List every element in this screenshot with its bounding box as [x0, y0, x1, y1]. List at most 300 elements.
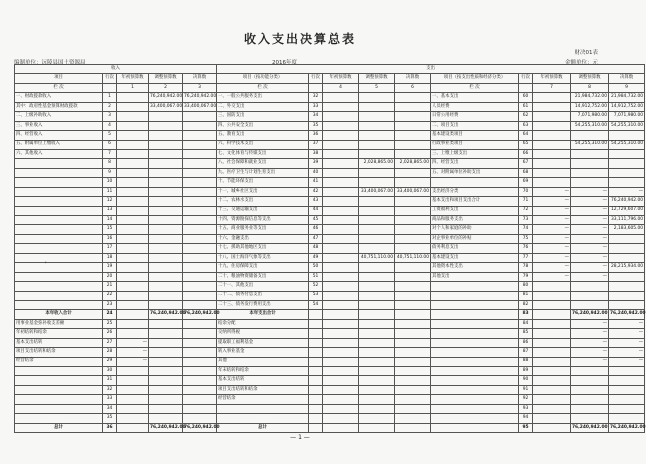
- table-cell: 二、外交支出: [217, 102, 309, 111]
- table-cell: [571, 376, 609, 385]
- table-cell: [15, 244, 103, 253]
- table-cell: [117, 234, 149, 243]
- table-cell: [533, 423, 571, 432]
- table-cell: [609, 272, 645, 281]
- table-cell: 13: [103, 206, 117, 215]
- table-cell: [533, 121, 571, 130]
- table-cell: 总计: [15, 423, 103, 432]
- table-row: [15, 140, 645, 149]
- table-cell: [395, 131, 431, 140]
- table-cell: 76,240,942.00: [183, 423, 217, 432]
- table-cell: [359, 140, 395, 149]
- table-cell: 2: [149, 83, 183, 92]
- table-cell: 2,183,605.00: [609, 225, 645, 234]
- table-cell: [15, 385, 103, 394]
- table-cell: [183, 197, 217, 206]
- table-cell: [359, 319, 395, 328]
- table-cell: [15, 291, 103, 300]
- table-cell: [395, 291, 431, 300]
- table-cell: 64: [519, 131, 533, 140]
- table-cell: 21: [103, 282, 117, 291]
- table-row: [15, 244, 645, 253]
- table-cell: [183, 206, 217, 215]
- table-cell: [183, 187, 217, 196]
- table-cell: 45: [309, 216, 323, 225]
- table-cell: [359, 216, 395, 225]
- table-cell: 71: [519, 197, 533, 206]
- table-cell: [533, 395, 571, 404]
- table-cell: [395, 385, 431, 394]
- table-row: [15, 121, 645, 130]
- table-cell: [533, 168, 571, 177]
- table-cell: [395, 376, 431, 385]
- table-row: [15, 376, 645, 385]
- table-cell: [359, 310, 395, 319]
- section-header-row: [15, 65, 645, 74]
- table-cell: 年末结转和结余: [217, 367, 309, 376]
- table-cell: [117, 414, 149, 423]
- table-cell: 50: [309, 263, 323, 272]
- table-cell: [359, 338, 395, 347]
- table-cell: [183, 395, 217, 404]
- table-cell: 33: [103, 395, 117, 404]
- table-cell: 8: [571, 83, 609, 92]
- table-cell: 20: [103, 272, 117, 281]
- table-cell: 行次: [309, 74, 323, 83]
- table-cell: [609, 234, 645, 243]
- table-cell: [149, 234, 183, 243]
- table-cell: [395, 329, 431, 338]
- table-cell: [359, 93, 395, 102]
- table-row: [15, 197, 645, 206]
- table-cell: [149, 187, 183, 196]
- table-cell: [15, 234, 103, 243]
- table-cell: [15, 263, 103, 272]
- table-cell: [395, 357, 431, 366]
- table-cell: 14,912,752.00: [609, 102, 645, 111]
- table-cell: [395, 395, 431, 404]
- table-row: [15, 159, 645, 168]
- table-cell: [15, 282, 103, 291]
- table-cell: 对个人和家庭的补助: [431, 225, 519, 234]
- table-cell: —: [571, 319, 609, 328]
- table-cell: 16: [103, 234, 117, 243]
- table-cell: [359, 197, 395, 206]
- table-cell: [323, 187, 359, 196]
- table-cell: 85: [519, 329, 533, 338]
- table-cell: [117, 404, 149, 413]
- table-cell: 54,255,310.00: [609, 140, 645, 149]
- table-cell: —: [533, 197, 571, 206]
- table-row: [15, 395, 645, 404]
- table-cell: [431, 338, 519, 347]
- table-cell: 调整预算数: [149, 74, 183, 83]
- table-cell: [359, 263, 395, 272]
- table-cell: 调整预算数: [571, 74, 609, 83]
- table-cell: —: [117, 338, 149, 347]
- table-cell: [395, 102, 431, 111]
- table-cell: [609, 300, 645, 309]
- table-cell: —: [571, 272, 609, 281]
- table-cell: 54,255,310.00: [571, 121, 609, 130]
- table-cell: 87: [519, 348, 533, 357]
- table-cell: [609, 131, 645, 140]
- table-cell: [15, 178, 103, 187]
- table-cell: 31: [103, 376, 117, 385]
- table-cell: 89: [519, 367, 533, 376]
- table-cell: 基本建设类项目: [431, 131, 519, 140]
- table-cell: —: [533, 244, 571, 253]
- table-cell: 2,028,865.00: [395, 159, 431, 168]
- table-cell: [149, 244, 183, 253]
- table-cell: 经营结余: [217, 395, 309, 404]
- table-cell: [431, 348, 519, 357]
- table-cell: 7: [103, 149, 117, 158]
- table-cell: 其中：政府性基金预算财政拨款: [15, 102, 103, 111]
- table-cell: 转入事业基金: [217, 348, 309, 357]
- table-cell: [323, 102, 359, 111]
- table-cell: 行政事业类项目: [431, 140, 519, 149]
- table-cell: [533, 93, 571, 102]
- table-cell: [431, 178, 519, 187]
- table-cell: [571, 385, 609, 394]
- table-cell: [323, 93, 359, 102]
- table-cell: [359, 367, 395, 376]
- table-row: [15, 367, 645, 376]
- table-cell: [117, 329, 149, 338]
- table-row: [15, 168, 645, 177]
- table-cell: [183, 263, 217, 272]
- table-cell: 40,751,110.00: [395, 253, 431, 262]
- table-cell: [431, 376, 519, 385]
- table-cell: [609, 395, 645, 404]
- report-year: 2016年度: [272, 60, 297, 66]
- table-cell: [15, 272, 103, 281]
- table-cell: [395, 319, 431, 328]
- table-cell: [359, 244, 395, 253]
- table-cell: [149, 329, 183, 338]
- table-cell: 经营结余: [15, 357, 103, 366]
- table-cell: [183, 300, 217, 309]
- table-cell: 88: [519, 357, 533, 366]
- table-cell: [395, 149, 431, 158]
- table-cell: [309, 376, 323, 385]
- table-cell: [431, 319, 519, 328]
- table-cell: [323, 140, 359, 149]
- table-cell: [117, 310, 149, 319]
- table-cell: [323, 414, 359, 423]
- table-cell: [431, 395, 519, 404]
- table-cell: 一、基本支出: [431, 93, 519, 102]
- table-cell: 66: [519, 149, 533, 158]
- table-cell: [533, 376, 571, 385]
- table-cell: 债务利息支出: [431, 244, 519, 253]
- table-cell: [309, 329, 323, 338]
- table-cell: [15, 216, 103, 225]
- table-cell: 22: [103, 291, 117, 300]
- table-cell: 76,240,942.00: [571, 423, 609, 432]
- table-cell: [323, 225, 359, 234]
- table-cell: [533, 102, 571, 111]
- table-row: [15, 291, 645, 300]
- table-cell: 十五、商业服务业等支出: [217, 225, 309, 234]
- table-cell: [15, 395, 103, 404]
- table-cell: —: [609, 348, 645, 357]
- table-cell: 35: [309, 121, 323, 130]
- table-cell: 项目支出结转和结余: [15, 348, 103, 357]
- table-cell: 76,240,942.00: [183, 310, 217, 319]
- table-cell: 6: [103, 140, 117, 149]
- table-cell: [395, 140, 431, 149]
- table-cell: 其他支出: [431, 272, 519, 281]
- table-cell: [183, 319, 217, 328]
- table-cell: —: [571, 263, 609, 272]
- table-cell: [117, 187, 149, 196]
- table-cell: 77: [519, 253, 533, 262]
- table-cell: 10: [103, 178, 117, 187]
- table-cell: 40,751,110.00: [359, 253, 395, 262]
- table-cell: 二十、粮油物资储备支出: [217, 272, 309, 281]
- table-cell: [15, 300, 103, 309]
- table-cell: —: [571, 206, 609, 215]
- table-cell: 95: [519, 423, 533, 432]
- table-cell: [117, 319, 149, 328]
- table-cell: 本年支出合计: [217, 310, 309, 319]
- table-cell: [149, 376, 183, 385]
- table-cell: [609, 253, 645, 262]
- table-cell: [323, 206, 359, 215]
- table-cell: 44: [309, 206, 323, 215]
- table-cell: 60: [519, 93, 533, 102]
- table-cell: [323, 263, 359, 272]
- table-cell: 7,071,980.00: [571, 112, 609, 121]
- table-cell: [183, 178, 217, 187]
- table-cell: 5: [103, 131, 117, 140]
- table-cell: [309, 83, 323, 92]
- table-cell: [571, 159, 609, 168]
- table-cell: 其他: [217, 357, 309, 366]
- table-cell: [183, 348, 217, 357]
- table-cell: [183, 291, 217, 300]
- table-cell: —: [571, 197, 609, 206]
- table-cell: [571, 131, 609, 140]
- table-cell: [149, 197, 183, 206]
- table-cell: 五、附属单位上缴收入: [15, 140, 103, 149]
- table-cell: [533, 282, 571, 291]
- table-cell: 9: [103, 168, 117, 177]
- prepared-by-unit: 编制单位：沅陵县国土资源局: [14, 60, 86, 66]
- table-row: [15, 404, 645, 413]
- table-row: [15, 414, 645, 423]
- table-cell: [117, 225, 149, 234]
- table-cell: —: [571, 329, 609, 338]
- table-cell: [359, 272, 395, 281]
- table-cell: 五、教育支出: [217, 131, 309, 140]
- table-cell: [571, 178, 609, 187]
- table-cell: 用事业基金弥补收支差额: [15, 319, 103, 328]
- table-cell: [183, 338, 217, 347]
- table-cell: [359, 404, 395, 413]
- table-cell: [149, 282, 183, 291]
- table-cell: [533, 404, 571, 413]
- table-cell: [149, 206, 183, 215]
- table-cell: [533, 131, 571, 140]
- table-cell: [323, 149, 359, 158]
- table-cell: [117, 93, 149, 102]
- table-cell: 82: [519, 300, 533, 309]
- table-cell: [149, 131, 183, 140]
- table-cell: [323, 404, 359, 413]
- table-cell: 结余分配: [217, 319, 309, 328]
- table-cell: [149, 225, 183, 234]
- table-cell: [15, 404, 103, 413]
- table-cell: [117, 291, 149, 300]
- table-cell: 24: [103, 310, 117, 319]
- expense-section-header: 支出: [217, 65, 645, 74]
- table-cell: 43: [309, 197, 323, 206]
- table-cell: 十六、金融支出: [217, 234, 309, 243]
- table-cell: [183, 112, 217, 121]
- table-cell: 5: [359, 83, 395, 92]
- table-cell: 基本支出和项目支出合计: [431, 197, 519, 206]
- table-cell: 十八、国土海洋气象等支出: [217, 253, 309, 262]
- margin-tick-mark: ': [45, 261, 47, 268]
- table-cell: [309, 319, 323, 328]
- table-cell: [323, 197, 359, 206]
- table-cell: 32: [309, 93, 323, 102]
- table-cell: [571, 291, 609, 300]
- table-cell: [183, 234, 217, 243]
- table-cell: [609, 178, 645, 187]
- table-cell: [117, 300, 149, 309]
- table-row: [15, 187, 645, 196]
- table-row: [15, 178, 645, 187]
- table-cell: 1: [117, 83, 149, 92]
- table-cell: 三、上缴上级支出: [431, 149, 519, 158]
- table-cell: [359, 348, 395, 357]
- table-cell: [571, 168, 609, 177]
- table-cell: [323, 338, 359, 347]
- table-cell: [395, 263, 431, 272]
- table-cell: [149, 121, 183, 130]
- table-cell: 62: [519, 112, 533, 121]
- table-cell: [359, 282, 395, 291]
- table-cell: 30: [103, 367, 117, 376]
- table-cell: [395, 338, 431, 347]
- table-cell: [571, 149, 609, 158]
- table-cell: 七、文化体育与传媒支出: [217, 149, 309, 158]
- form-number: 财决01表: [574, 50, 598, 56]
- table-cell: [117, 131, 149, 140]
- table-cell: [609, 376, 645, 385]
- table-row: [15, 282, 645, 291]
- table-cell: —: [571, 225, 609, 234]
- table-cell: [359, 357, 395, 366]
- table-row: [15, 93, 645, 102]
- table-cell: 年初结转和结余: [15, 329, 103, 338]
- table-cell: 86: [519, 338, 533, 347]
- table-cell: 8: [103, 159, 117, 168]
- table-cell: —: [571, 338, 609, 347]
- table-cell: 52: [309, 282, 323, 291]
- table-cell: 十三、交通运输支出: [217, 206, 309, 215]
- table-cell: [323, 244, 359, 253]
- table-cell: [183, 376, 217, 385]
- table-cell: [323, 348, 359, 357]
- table-cell: 二、项目支出: [431, 121, 519, 130]
- table-cell: 18: [103, 253, 117, 262]
- table-cell: [183, 244, 217, 253]
- table-cell: 3: [183, 83, 217, 92]
- table-cell: 61: [519, 102, 533, 111]
- table-cell: [609, 291, 645, 300]
- table-cell: [395, 272, 431, 281]
- table-cell: [183, 367, 217, 376]
- table-cell: [149, 149, 183, 158]
- table-cell: [395, 310, 431, 319]
- table-cell: 78: [519, 263, 533, 272]
- table-cell: 14,912,752.00: [571, 102, 609, 111]
- table-cell: [149, 140, 183, 149]
- table-row: [15, 216, 645, 225]
- table-row: [15, 272, 645, 281]
- table-cell: 一、财政拨款收入: [15, 93, 103, 102]
- table-cell: 37: [309, 140, 323, 149]
- table-cell: [395, 121, 431, 130]
- table-cell: 4: [103, 121, 117, 130]
- table-cell: [183, 159, 217, 168]
- table-cell: [533, 414, 571, 423]
- table-cell: [571, 395, 609, 404]
- table-cell: [217, 414, 309, 423]
- table-cell: [359, 234, 395, 243]
- table-cell: [395, 216, 431, 225]
- table-cell: 年初预算数: [533, 74, 571, 83]
- table-cell: —: [571, 253, 609, 262]
- table-cell: 75: [519, 234, 533, 243]
- table-cell: 六、科学技术支出: [217, 140, 309, 149]
- table-cell: [571, 367, 609, 376]
- table-cell: 26: [103, 329, 117, 338]
- table-cell: [15, 376, 103, 385]
- table-cell: 栏 次: [431, 83, 519, 92]
- table-cell: [431, 291, 519, 300]
- table-cell: 49: [309, 253, 323, 262]
- table-cell: [149, 159, 183, 168]
- table-cell: 76,240,942.00: [571, 310, 609, 319]
- table-cell: [15, 253, 103, 262]
- table-cell: —: [571, 357, 609, 366]
- table-cell: [395, 282, 431, 291]
- table-cell: 94: [519, 414, 533, 423]
- table-cell: [15, 159, 103, 168]
- table-cell: —: [571, 348, 609, 357]
- table-cell: 76,240,942.00: [609, 197, 645, 206]
- table-cell: [149, 168, 183, 177]
- table-cell: [183, 404, 217, 413]
- table-cell: [309, 385, 323, 394]
- table-cell: [609, 414, 645, 423]
- table-cell: —: [609, 329, 645, 338]
- table-cell: [183, 414, 217, 423]
- table-cell: 29: [103, 357, 117, 366]
- table-cell: 项目（按功能分类）: [217, 74, 309, 83]
- table-cell: [359, 300, 395, 309]
- table-cell: [323, 376, 359, 385]
- table-cell: [533, 112, 571, 121]
- table-cell: [149, 300, 183, 309]
- table-cell: 行次: [519, 74, 533, 83]
